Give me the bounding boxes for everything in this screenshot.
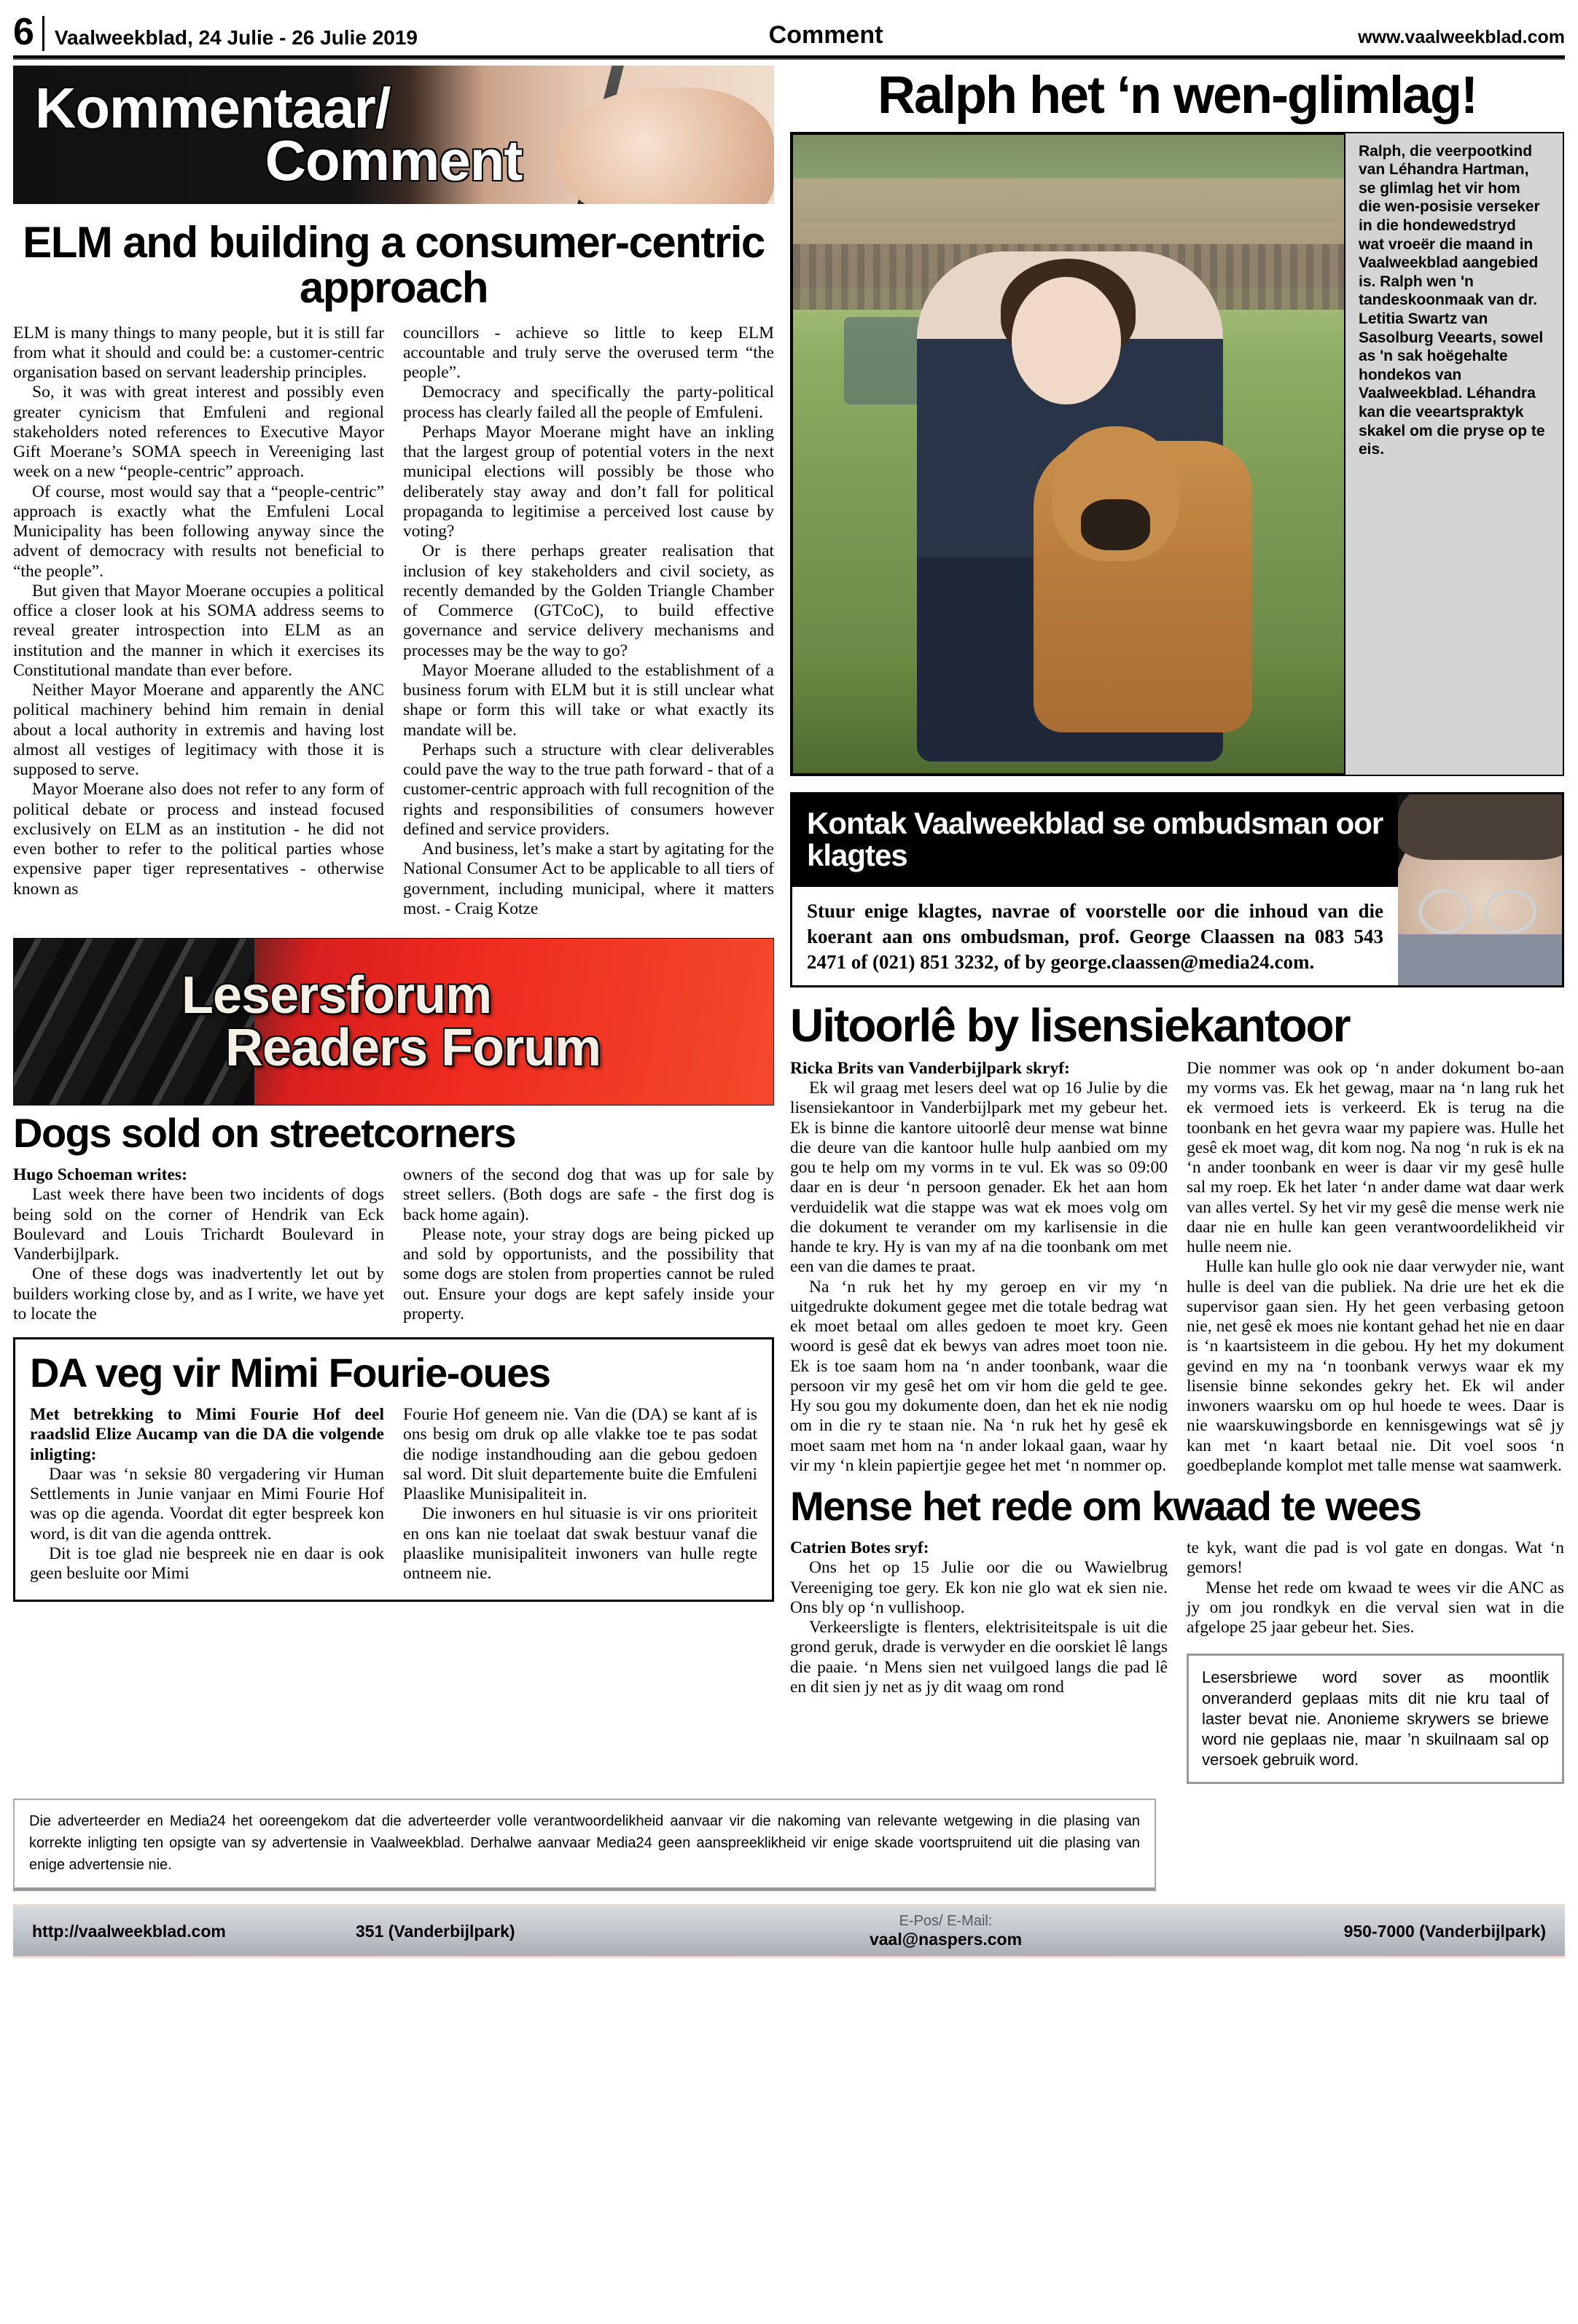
masthead-rule-thin bbox=[13, 58, 1565, 60]
ombudsman-box bbox=[790, 792, 1564, 987]
paragraph: Ons het op 15 Julie oor die ou Wawielbrug Vereeniging toe gery. Ek kon nie glo wat ek sien nie. Ons bly op ‘n vullishoop. bbox=[790, 1558, 1168, 1617]
da-body-col2 bbox=[403, 1405, 757, 1584]
paragraph: Fourie Hof geneem nie. Van die (DA) se kant af is ons besig om druk op alle vlakke toe te pas sodat die nodige instandhouding aan die gebou gedoen sal word. Dit sluit departemente buite die Emfuleni Plaaslike Munisipaliteit in. bbox=[403, 1405, 757, 1504]
publication-name-date: Vaalweekblad, 24 Julie - 26 Julie 2019 bbox=[54, 26, 418, 49]
paragraph: Neither Mayor Moerane and apparently the ANC political machinery behind him remain in denial about a local authority in extremis and having lost almost all vestiges of legitimacy with those it is supposed to serve. bbox=[13, 681, 384, 780]
section-title: Comment bbox=[768, 21, 883, 49]
footer-phone-left: 351 (Vanderbijlpark) bbox=[356, 1921, 515, 1941]
page-body-columns bbox=[13, 66, 1565, 1784]
mense-body bbox=[790, 1538, 1564, 1784]
paragraph: Please note, your stray dogs are being picked up and sold by opportunists, and the possibility that some dogs are stolen from properties cannot be ruled out. Ensure your dogs are kept safely inside your property. bbox=[403, 1224, 774, 1323]
right-column bbox=[790, 66, 1564, 1784]
mense-headline: Mense het rede om kwaad te wees bbox=[790, 1483, 1421, 1530]
paragraph: Ek wil graag met lesers deel wat op 16 Julie by die lisensiekantoor in Vanderbijlpark met my gebeur het. Ek is binne die kantore uitoorlê deur mense wat binne die deure van die kantoor hulle hulp aanbied om my gou te help om my vorms in te vul. Ek was so 09:00 daar en is deur ‘n persoon genader. Ek het aan hom verduidelik wat die stappe was wat ek moes volg om die dokument te verander om my karlisensie in die hande te kry. Hy is van my af na die toonbank om met een van die dames te praat. bbox=[790, 1079, 1168, 1277]
elm-body-col1 bbox=[13, 324, 384, 920]
masthead-divider bbox=[42, 16, 44, 51]
byline: Met betrekking to Mimi Fourie Hof deel raadslid Elize Aucamp van die DA die volgende inligting: bbox=[30, 1405, 384, 1464]
paragraph: Last week there have been two incidents of dogs being sold on the corner of Hendrik van Eck Boulevard and Louis Trichardt Boulevard in Vanderbijlpark. bbox=[13, 1185, 384, 1264]
masthead bbox=[13, 0, 1565, 51]
paragraph: Democracy and specifically the party-political process has clearly failed all the people of Emfuleni. bbox=[403, 383, 774, 422]
paragraph: Verkeersligte is flenters, elektrisiteitspale is uit die grond geruk, drade is verwyder en die oorskiet lê langs die paaie. ‘n Mens sien net vuilgoed langs die pad lê en dit sien jy net as jy dit waag om rond bbox=[790, 1618, 1168, 1697]
lesersforum-banner-line1: Lesersforum bbox=[181, 966, 492, 1025]
ralph-photo-caption: Ralph, die veerpootkind van Léhandra Hartman, se glimlag het vir hom die wen-posisie verseker in die hondewedstryd wat vroeër die maand in Vaalweekblad aangebied is. Ralph wen 'n tandeskoonmaak van dr. Letitia Swartz van Sasolburg Veearts, sowel as 'n sak hoëgehalte hondekos van Vaalweekblad. Léhandra kan die veeartspraktyk skakel om die pryse op te eis. bbox=[1345, 133, 1557, 775]
paragraph: One of these dogs was inadvertently let out by builders working close by, and as I write, we have yet to locate the bbox=[13, 1264, 384, 1323]
ralph-feature bbox=[790, 132, 1564, 776]
paragraph: Na ‘n ruk het hy my geroep en vir my ‘n uitgedrukte dokument gegee met die totale bedrag wat ek moet betaal om alles gedoen te moet kry. Geen woord is gesê dat ek bewys van adres moet toon nie. Ek is toe saam hom na ‘n ander toonbank, waar die persoon vir my gesê het om vir hom die geld te gee. Hy sou gou my dokumente doen, dan het ek nie nodig om in die ry te staan nie. Na ‘n ruk het hy gesê ek moet saam met hom na ‘n ander lokaal gaan, waar hy vir my ‘n klein papiertjie gegee het met ‘n nommer op. bbox=[790, 1277, 1168, 1475]
kommentaar-banner-line2: Comment bbox=[265, 128, 523, 192]
paragraph: But given that Mayor Moerane occupies a political office a closer look at his SOMA address seems to reveal greater introspection into ELM as an institution and the manner in which it exercises its Constitutional mandate than ever before. bbox=[13, 581, 384, 680]
lesersforum-banner-line2: Readers Forum bbox=[225, 1019, 601, 1078]
paragraph: ELM is many things to many people, but it is still far from what it should and could be: a customer-centric organisation based on servant leadership principles. bbox=[13, 323, 384, 383]
glasses-icon bbox=[1484, 889, 1536, 934]
paragraph: Or is there perhaps greater realisation that inclusion of key stakeholders and civil society, as recently demanded by the Golden Triangle Chamber of Commerce (GTCoC), to build effective governance and service delivery mechanisms and processes may be the way to go? bbox=[403, 541, 774, 660]
kommentaar-banner bbox=[13, 66, 774, 204]
paragraph: And business, let’s make a start by agitating for the National Consumer Act to be applicable to all tiers of government, including municipal, where it matters most. - Craig Kotze bbox=[403, 840, 774, 918]
uitoorle-body-col2 bbox=[1187, 1059, 1564, 1476]
paragraph: te kyk, want die pad is vol gate en dongas. Wat ‘n gemors! bbox=[1187, 1538, 1564, 1578]
advertiser-disclaimer: Die adverteerder en Media24 het ooreengekom dat die adverteerder volle verantwoordelikheid aanvaar vir die nakoming van relevante wetgewing in die plasing van korrekte inligting ten opsigte van sy advertensie in Vaalweekblad. Derhalwe aanvaar Media24 geen aanspreeklikheid vir enige skade voortspruitend uit die plasing van enige advertensie nie. bbox=[13, 1799, 1156, 1891]
byline: Catrien Botes sryf: bbox=[790, 1538, 929, 1558]
footer-email-block bbox=[669, 1913, 1222, 1949]
da-body bbox=[30, 1405, 757, 1584]
footer-email-label: E-Pos/ E-Mail: bbox=[899, 1913, 993, 1930]
elm-headline: ELM and building a consumer-centric approach bbox=[23, 218, 765, 312]
mense-body-col2 bbox=[1187, 1538, 1564, 1784]
dogs-body-col2 bbox=[403, 1165, 774, 1324]
lesersforum-banner bbox=[13, 938, 774, 1106]
elm-body-col2 bbox=[403, 324, 774, 920]
masthead-website: www.vaalweekblad.com bbox=[1358, 27, 1565, 47]
paragraph: Die inwoners en hul situasie is vir ons prioriteit en ons kan nie toelaat dat swak bestuur vanaf die plaaslike munisipaliteit inwoners van hulle regte ontneem nie. bbox=[403, 1504, 757, 1584]
ralph-headline: Ralph het ‘n wen-glimlag! bbox=[877, 66, 1477, 125]
paragraph: Daar was ‘n seksie 80 vergadering vir Human Settlements in Junie vanjaar en Mimi Fourie Hof was op die agenda. Voordat dit egter bespreek kon word, is dit van die agenda onttrek. bbox=[30, 1464, 384, 1544]
dogs-body-col1 bbox=[13, 1165, 384, 1324]
byline: Hugo Schoeman writes: bbox=[13, 1165, 187, 1185]
paragraph: Perhaps Mayor Moerane might have an inkling that the largest group of potential voters in the next municipal elections will possibly be those who deliberately stay away and don’t fall for political propaganda to legitimise a perceived lost cause by voting? bbox=[403, 422, 774, 541]
paragraph: Mayor Moerane also does not refer to any form of political debate or process and instead focused exclusively on ELM as an institution - he did not even bother to refer to the political parties whose expensive paper tiger representatives - otherwise known as bbox=[13, 780, 384, 899]
da-body-col1 bbox=[30, 1405, 384, 1584]
dogs-headline: Dogs sold on streetcorners bbox=[13, 1110, 516, 1157]
ralph-dog-photo bbox=[792, 133, 1345, 775]
ombudsman-body: Stuur enige klagtes, navrae of voorstelle oor die inhoud van die koerant aan ons ombudsman, prof. George Claassen na 083 543 2471 of (021) 851 3232, of by george.claassen@media24.com. bbox=[807, 899, 1383, 973]
dogs-body bbox=[13, 1165, 774, 1324]
paragraph: Dit is toe glad nie bespreek nie en daar is ook geen besluite oor Mimi bbox=[30, 1544, 384, 1584]
paragraph: owners of the second dog that was up for sale by street sellers. (Both dogs are safe - the first dog is back home again). bbox=[403, 1165, 774, 1224]
uitoorle-body-col1 bbox=[790, 1059, 1168, 1476]
paragraph: Mayor Moerane alluded to the establishment of a business forum with ELM but it is still unclear what shape or form this will take or what exactly its mandate will be. bbox=[403, 660, 774, 740]
paragraph: So, it was with great interest and possibly even greater cynicism that Emfuleni and regional stakeholders noted references to Executive Mayor Gift Moerane’s SOMA speech in Vereeniging last week on a new “people-centric” approach. bbox=[13, 383, 384, 482]
paragraph: Die nommer was ook op ‘n ander dokument bo-aan my vorms vas. Ek het gewag, maar na ‘n lang ruk het ek vermoed iets is verkeerd. Ek is terug na die toonbank en het gevra waar my papiere was. Hulle het gesê ek moet wag, dit kom nog. Na nog ‘n ruk is ek na ‘n ander toonbank en weer is daar vir my gesê hulle sal my roep. Ek het later ‘n ander dame wat daar werk van alles vertel. Sy het vir my gesê die mense werk nie daar nie en hulle kan geen verantwoordelikheid vir hulle neem nie. bbox=[1187, 1058, 1564, 1257]
footer-phone-right: 950-7000 (Vanderbijlpark) bbox=[1343, 1921, 1546, 1941]
letters-policy-note: Lesersbriewe word sover as moontlik onveranderd geplaas mits dit nie kru taal of laster bevat nie. Anonieme skrywers se briewe word nie geplaas nie, maar ’n skuilnaam sal op versoek gebruik word. bbox=[1187, 1654, 1564, 1784]
footer-email[interactable]: vaal@naspers.com bbox=[869, 1930, 1023, 1949]
page-number: 6 bbox=[13, 11, 34, 53]
mense-body-col1 bbox=[790, 1538, 1168, 1784]
paragraph: Mense het rede om kwaad te wees vir die ANC as jy om jou rondkyk en die verval sien wat in die afgelope 25 jaar gebeur het. Sies. bbox=[1187, 1578, 1564, 1638]
glasses-icon bbox=[1418, 889, 1471, 934]
elm-body bbox=[13, 324, 774, 920]
uitoorle-headline: Uitoorlê by lisensiekantoor bbox=[790, 998, 1350, 1052]
da-article-box bbox=[13, 1337, 774, 1602]
paragraph: Of course, most would say that a “people-centric” approach is exactly what the Emfuleni Local Municipality has been following anyway since the advent of democracy with results not beneficial to “the people”. bbox=[13, 482, 384, 581]
paragraph: councillors - achieve so little to keep ELM accountable and truly serve the overused term “the people”. bbox=[403, 323, 774, 383]
footer-website[interactable]: http://vaalweekblad.com bbox=[32, 1921, 226, 1941]
paragraph: Perhaps such a structure with clear deliverables could pave the way to the true path forward - that of a customer-centric approach with full recognition of the rights and responsibilities of consumers however defined and service providers. bbox=[403, 740, 774, 839]
paragraph: Hulle kan hulle glo ook nie daar verwyder nie, want hulle is deel van die publiek. Na drie ure het ek die supervisor gaan sien. Hy het geen verbasing getoon nie, net gesê ek moes nie kontant gehad het nie en daar is ‘n kaartsisteem in die gebou. Hy het my dokument gevind en my na ‘n toonbank verwys waar ek my lisensie binne sekondes gekry het. Ek wil ander inwoners waarsku om op hul hoede te wees. Daar is nie waarskuwingsborde en kennisgewings wat sê jy kan met ‘n kaart betaal nie. Dit voel soos ‘n goedbeplande komplot met talle mense wat saamwerk. bbox=[1187, 1257, 1564, 1475]
uitoorle-body bbox=[790, 1059, 1564, 1476]
ombudsman-portrait bbox=[1398, 794, 1562, 985]
ombudsman-heading: Kontak Vaalweekblad se ombudsman oor klagtes bbox=[792, 794, 1398, 887]
bottom-row bbox=[13, 1784, 1565, 1891]
kommentaar-banner-line1: Kommentaar/ bbox=[35, 76, 391, 141]
da-headline: DA veg vir Mimi Fourie-oues bbox=[30, 1350, 550, 1396]
byline: Ricka Brits van Vanderbijlpark skryf: bbox=[790, 1058, 1070, 1078]
page-footer bbox=[13, 1904, 1565, 1958]
left-column bbox=[13, 66, 774, 1784]
